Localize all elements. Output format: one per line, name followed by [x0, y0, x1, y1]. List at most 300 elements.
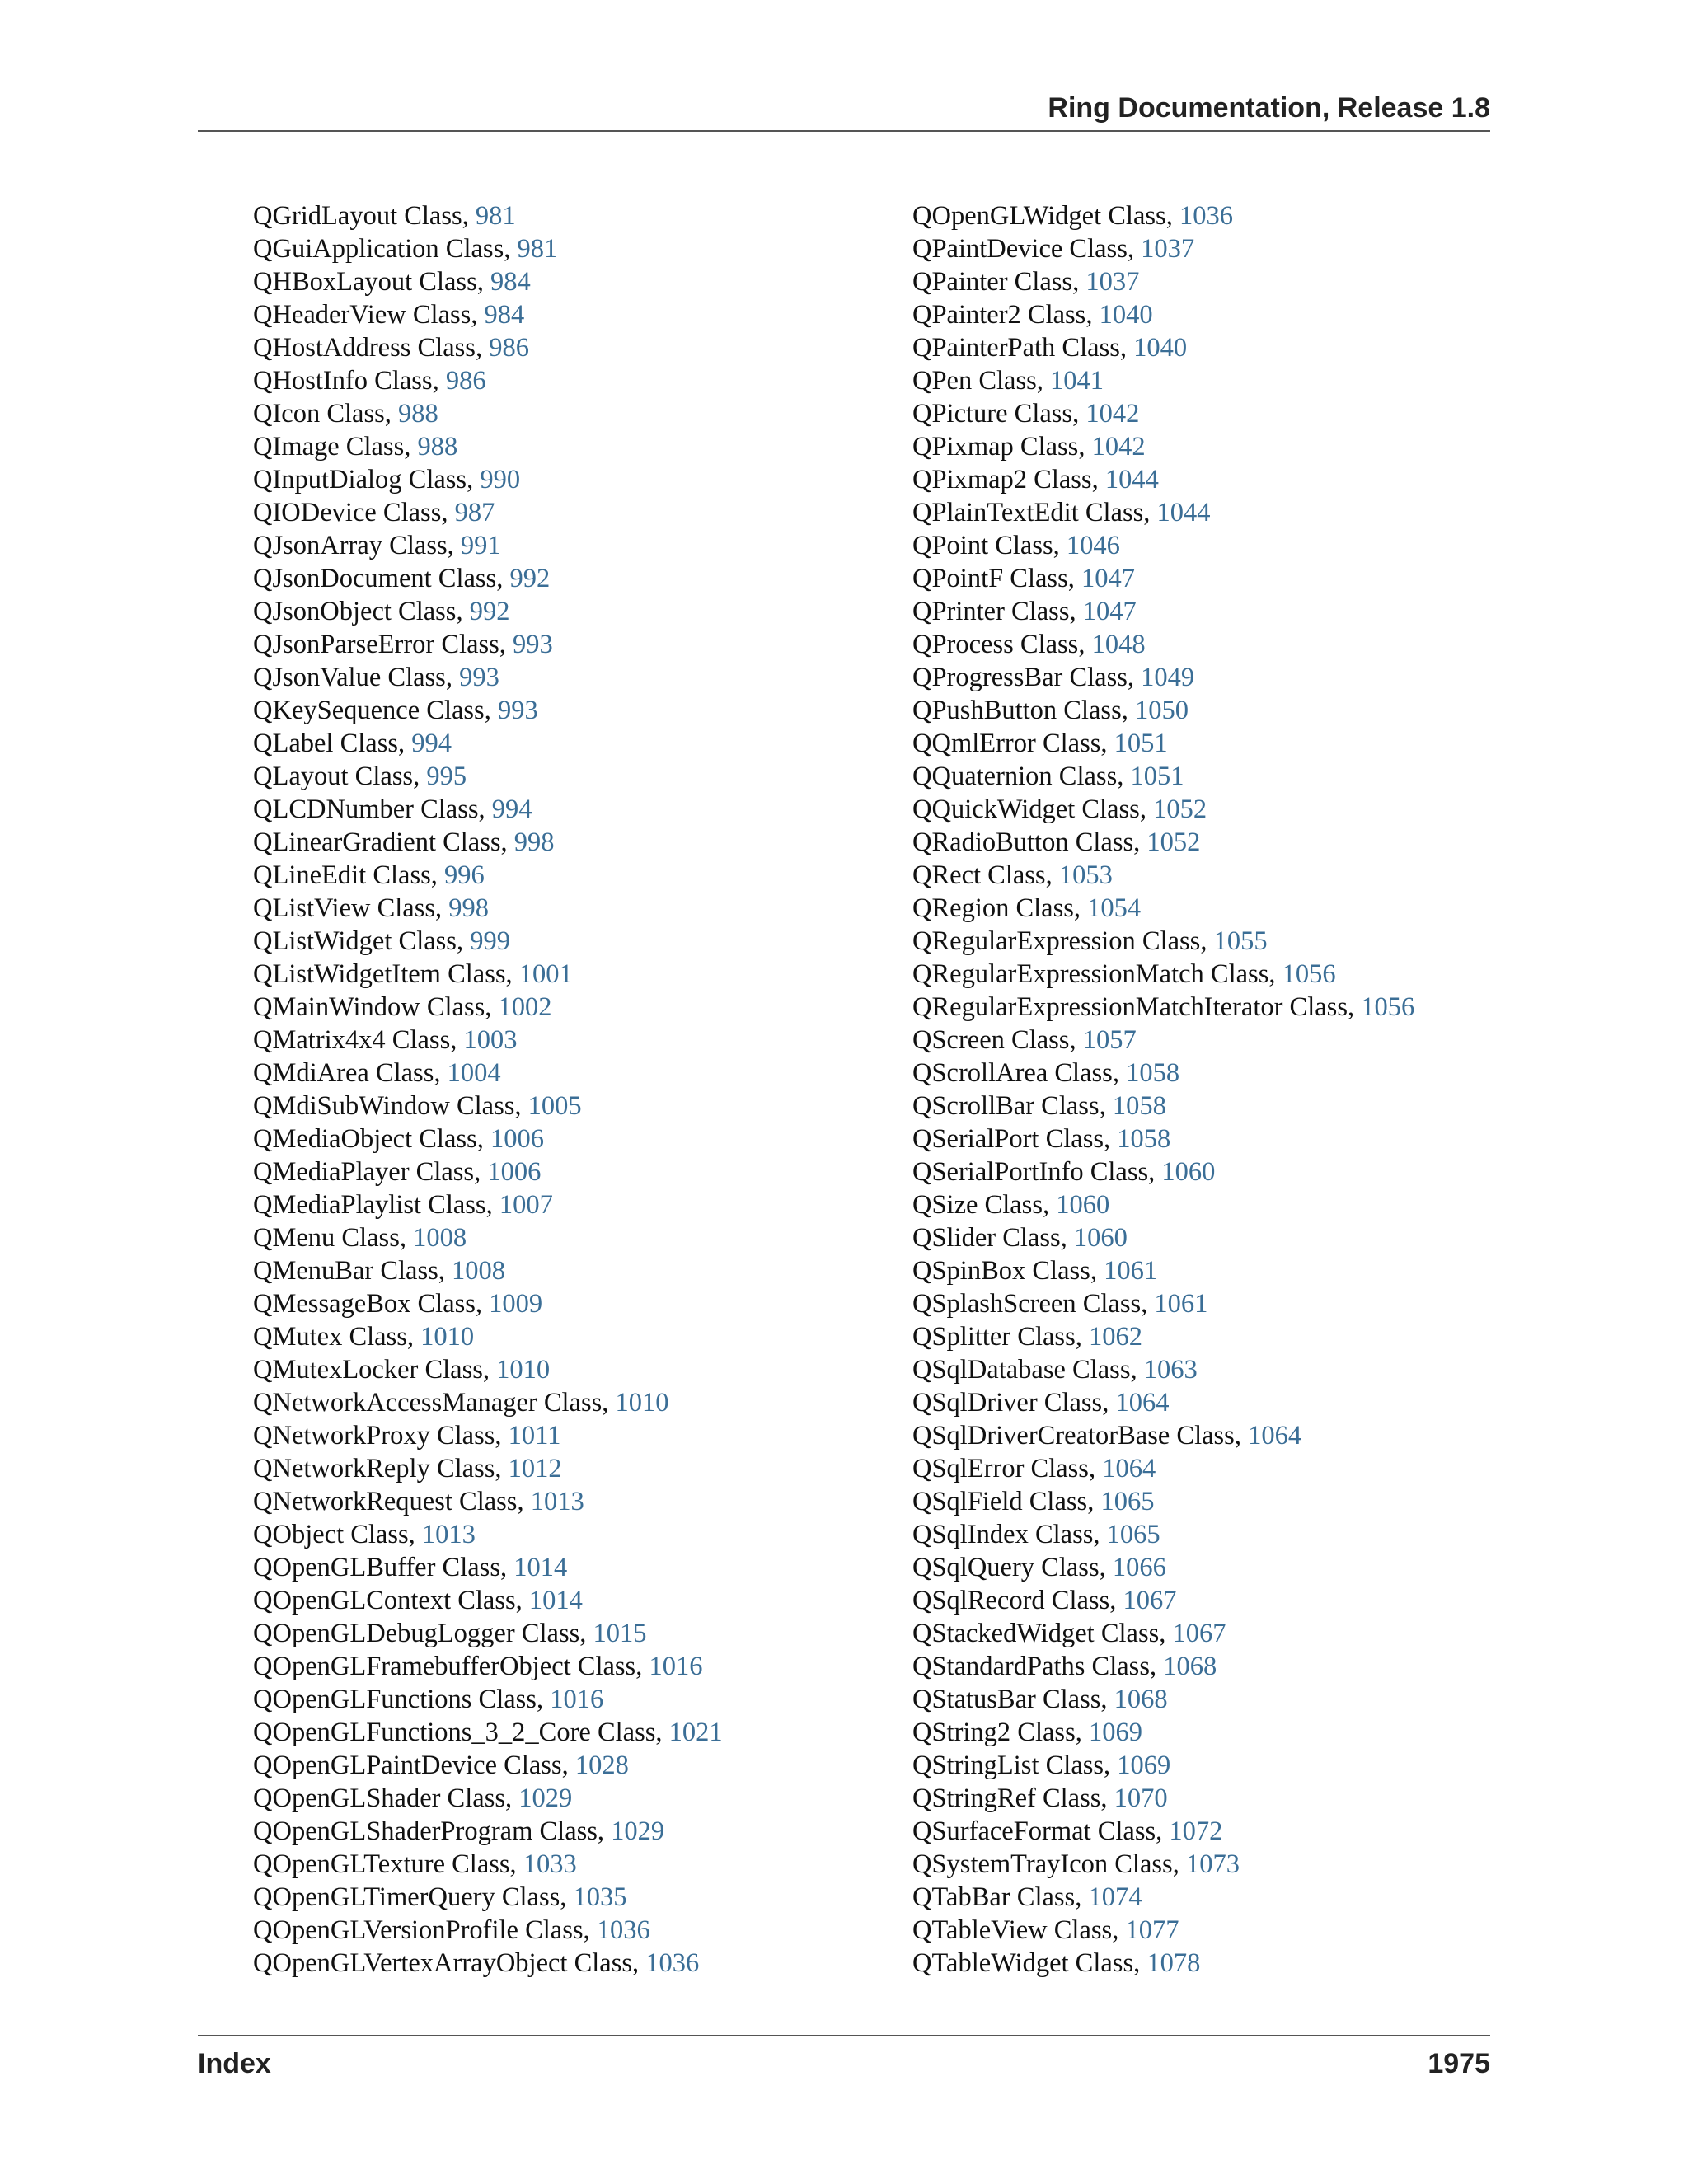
index-entry-page-link[interactable]: 1042 — [1085, 399, 1140, 429]
index-entry: QString2 Class, 1069 — [912, 1718, 1142, 1747]
index-entry: QHostInfo Class, 986 — [253, 366, 486, 396]
index-entry-name: QHeaderView Class — [253, 300, 471, 330]
index-entry-name: QProgressBar Class — [912, 663, 1128, 692]
index-entry: QLinearGradient Class, 998 — [253, 827, 555, 857]
index-entry-name: QMenuBar Class — [253, 1256, 438, 1286]
index-entry-name: QHBoxLayout Class — [253, 267, 477, 297]
index-entry-page-link[interactable]: 1065 — [1100, 1487, 1155, 1516]
footer-page-number: 1975 — [1428, 2048, 1490, 2079]
index-entry: QOpenGLPaintDevice Class, 1028 — [253, 1750, 629, 1780]
index-entry-page-link[interactable]: 1063 — [1143, 1355, 1198, 1385]
index-entry-name: QLCDNumber Class — [253, 794, 479, 824]
index-entry-page-link[interactable]: 1036 — [1179, 201, 1233, 231]
index-entry-name: QMatrix4x4 Class — [253, 1025, 451, 1055]
index-entry: QNetworkReply Class, 1012 — [253, 1454, 562, 1483]
index-entry-page-link[interactable]: 1036 — [596, 1915, 650, 1945]
index-entry-page-link[interactable]: 1046 — [1066, 531, 1120, 560]
index-entry-name: QGridLayout Class — [253, 201, 462, 231]
index-entry-name: QSlider Class — [912, 1223, 1061, 1253]
index-entry: QPicture Class, 1042 — [912, 399, 1140, 429]
index-entry: QListView Class, 998 — [253, 893, 490, 923]
index-entry-page-link[interactable]: 1011 — [508, 1421, 561, 1451]
index-entry-name: QRegularExpressionMatch Class — [912, 959, 1269, 989]
index-entry: QJsonArray Class, 991 — [253, 531, 501, 560]
index-entry-page-link[interactable]: 1003 — [463, 1025, 518, 1055]
index-entry-name: QScreen Class — [912, 1025, 1070, 1055]
index-entry-name: QObject Class — [253, 1520, 409, 1549]
index-entry-name: QSerialPort Class — [912, 1124, 1104, 1154]
index-entry-page-link[interactable]: 992 — [469, 597, 510, 626]
index-entry: QKeySequence Class, 993 — [253, 696, 538, 725]
index-entry: QRegularExpression Class, 1055 — [912, 926, 1268, 956]
index-entry-name: QString2 Class — [912, 1718, 1076, 1747]
index-entry: QSerialPort Class, 1058 — [912, 1124, 1171, 1154]
index-entry-page-link[interactable]: 1016 — [550, 1685, 604, 1714]
index-entry-page-link[interactable]: 1067 — [1123, 1586, 1177, 1615]
index-entry: QPainter2 Class, 1040 — [912, 300, 1153, 330]
index-entry-page-link[interactable]: 1010 — [420, 1322, 475, 1352]
index-entry-page-link[interactable]: 1064 — [1102, 1454, 1156, 1483]
index-entry-page-link[interactable]: 1066 — [1112, 1553, 1166, 1582]
index-entry-name: QRegularExpressionMatchIterator Class — [912, 992, 1348, 1022]
index-entry-page-link[interactable]: 988 — [398, 399, 438, 429]
index-entry-page-link[interactable]: 1060 — [1073, 1223, 1128, 1253]
index-entry-page-link[interactable]: 1068 — [1163, 1652, 1217, 1681]
index-entry: QRegularExpressionMatch Class, 1056 — [912, 959, 1336, 989]
index-entry: QJsonObject Class, 992 — [253, 597, 510, 626]
index-entry: QMdiSubWindow Class, 1005 — [253, 1091, 582, 1121]
index-entry-name: QMutex Class — [253, 1322, 407, 1352]
index-entry: QStackedWidget Class, 1067 — [912, 1619, 1226, 1648]
index-entry: QGridLayout Class, 981 — [253, 201, 516, 231]
index-entry-page-link[interactable]: 992 — [509, 564, 551, 593]
index-entry-page-link[interactable]: 1072 — [1169, 1816, 1223, 1846]
index-entry-name: QSerialPortInfo Class — [912, 1157, 1149, 1187]
index-entry-name: QStackedWidget Class — [912, 1619, 1160, 1648]
index-entry-page-link[interactable]: 1036 — [645, 1948, 700, 1978]
index-entry: QSlider Class, 1060 — [912, 1223, 1128, 1253]
index-entry: QIcon Class, 988 — [253, 399, 438, 429]
footer-rule — [198, 2035, 1490, 2036]
index-entry-page-link[interactable]: 994 — [411, 729, 452, 758]
index-entry-name: QGuiApplication Class — [253, 234, 504, 264]
index-entry-name: QPicture Class — [912, 399, 1073, 429]
index-entry-page-link[interactable]: 1060 — [1056, 1190, 1110, 1220]
index-entry: QSize Class, 1060 — [912, 1190, 1110, 1220]
index-entry-name: QRect Class — [912, 860, 1046, 890]
index-entry-page-link[interactable]: 998 — [448, 893, 490, 923]
index-entry: QMutex Class, 1010 — [253, 1322, 475, 1352]
index-entry-page-link[interactable]: 996 — [444, 860, 485, 890]
index-entry-page-link[interactable]: 1069 — [1117, 1750, 1171, 1780]
index-entry-page-link[interactable]: 1002 — [498, 992, 552, 1022]
index-entry-page-link[interactable]: 1068 — [1114, 1685, 1168, 1714]
index-entry: QImage Class, 988 — [253, 432, 458, 462]
index-entry-name: QListWidgetItem Class — [253, 959, 506, 989]
index-entry: QOpenGLContext Class, 1014 — [253, 1586, 583, 1615]
index-entry: QJsonParseError Class, 993 — [253, 630, 553, 659]
index-entry-name: QPen Class — [912, 366, 1037, 396]
index-entry-name: QIODevice Class — [253, 498, 442, 527]
index-entry: QLineEdit Class, 996 — [253, 860, 485, 890]
index-entry-page-link[interactable]: 1047 — [1081, 564, 1135, 593]
index-entry: QOpenGLFunctions_3_2_Core Class, 1021 — [253, 1718, 723, 1747]
index-entry-name: QJsonArray Class — [253, 531, 448, 560]
index-entry-page-link[interactable]: 1070 — [1114, 1783, 1168, 1813]
index-entry-name: QMessageBox Class — [253, 1289, 476, 1319]
index-entry-page-link[interactable]: 1067 — [1172, 1619, 1226, 1648]
index-entry: QPixmap Class, 1042 — [912, 432, 1146, 462]
index-entry-name: QListWidget Class — [253, 926, 457, 956]
index-entry: QJsonDocument Class, 992 — [253, 564, 551, 593]
index-entry-name: QJsonDocument Class — [253, 564, 497, 593]
index-entry-name: QOpenGLFunctions_3_2_Core Class — [253, 1718, 656, 1747]
index-entry: QMutexLocker Class, 1010 — [253, 1355, 551, 1385]
index-entry-name: QSqlError Class — [912, 1454, 1089, 1483]
index-entry-name: QOpenGLTimerQuery Class — [253, 1882, 560, 1912]
index-entry: QSqlField Class, 1065 — [912, 1487, 1155, 1516]
index-entry-page-link[interactable]: 1060 — [1161, 1157, 1216, 1187]
index-entry: QStringRef Class, 1070 — [912, 1783, 1168, 1813]
index-entry-name: QOpenGLFunctions Class — [253, 1685, 537, 1714]
index-entry: QOpenGLBuffer Class, 1014 — [253, 1553, 568, 1582]
index-entry-name: QOpenGLVersionProfile Class — [253, 1915, 584, 1945]
index-entry-page-link[interactable]: 987 — [454, 498, 495, 527]
index-entry-page-link[interactable]: 990 — [480, 465, 521, 494]
index-entry: QProgressBar Class, 1049 — [912, 663, 1195, 692]
index-entry-name: QNetworkReply Class — [253, 1454, 495, 1483]
index-entry-page-link[interactable]: 1013 — [530, 1487, 584, 1516]
index-entry-name: QPainterPath Class — [912, 333, 1120, 363]
index-entry: QSqlQuery Class, 1066 — [912, 1553, 1166, 1582]
index-entry-page-link[interactable]: 1035 — [573, 1882, 627, 1912]
index-entry-name: QRegion Class — [912, 893, 1074, 923]
index-entry-page-link[interactable]: 1049 — [1141, 663, 1195, 692]
index-entry-name: QOpenGLVertexArrayObject Class — [253, 1948, 632, 1978]
index-entry: QStringList Class, 1069 — [912, 1750, 1171, 1780]
index-entry: QSqlIndex Class, 1065 — [912, 1520, 1160, 1549]
index-entry-page-link[interactable]: 1028 — [574, 1750, 629, 1780]
index-entry-page-link[interactable]: 991 — [460, 531, 501, 560]
index-entry-name: QOpenGLDebugLogger Class — [253, 1619, 580, 1648]
index-entry: QMdiArea Class, 1004 — [253, 1058, 501, 1088]
index-entry-name: QRegularExpression Class — [912, 926, 1201, 956]
index-entry-name: QSpinBox Class — [912, 1256, 1090, 1286]
index-entry: QHBoxLayout Class, 984 — [253, 267, 531, 297]
index-entry-name: QInputDialog Class — [253, 465, 467, 494]
index-entry: QNetworkAccessManager Class, 1010 — [253, 1388, 669, 1418]
index-entry: QPlainTextEdit Class, 1044 — [912, 498, 1211, 527]
index-entry-name: QOpenGLFramebufferObject Class — [253, 1652, 636, 1681]
index-entry: QSurfaceFormat Class, 1072 — [912, 1816, 1223, 1846]
index-entry: QProcess Class, 1048 — [912, 630, 1146, 659]
index-entry-page-link[interactable]: 1061 — [1154, 1289, 1208, 1319]
index-entry-name: QNetworkAccessManager Class — [253, 1388, 603, 1418]
index-entry: QSqlDriver Class, 1064 — [912, 1388, 1170, 1418]
index-entry: QPoint Class, 1046 — [912, 531, 1120, 560]
index-entry-name: QStatusBar Class — [912, 1685, 1101, 1714]
index-entry-name: QPaintDevice Class — [912, 234, 1128, 264]
index-entry-name: QOpenGLWidget Class — [912, 201, 1166, 231]
index-entry: QScrollArea Class, 1058 — [912, 1058, 1180, 1088]
index-entry: QMediaPlaylist Class, 1007 — [253, 1190, 553, 1220]
index-entry-page-link[interactable]: 1042 — [1091, 432, 1146, 462]
index-entry-page-link[interactable]: 986 — [489, 333, 529, 363]
index-entry: QStatusBar Class, 1068 — [912, 1685, 1168, 1714]
index-entry-page-link[interactable]: 1058 — [1117, 1124, 1171, 1154]
index-entry-name: QQuaternion Class — [912, 762, 1118, 791]
index-entry-name: QPointF Class — [912, 564, 1068, 593]
index-entry-page-link[interactable]: 1055 — [1213, 926, 1268, 956]
index-entry: QOpenGLShader Class, 1029 — [253, 1783, 573, 1813]
index-entry: QQmlError Class, 1051 — [912, 729, 1168, 758]
index-entry-name: QSqlDriver Class — [912, 1388, 1103, 1418]
index-entry-page-link[interactable]: 986 — [445, 366, 486, 396]
index-entry-page-link[interactable]: 1062 — [1088, 1322, 1142, 1352]
index-entry-name: QMediaPlayer Class — [253, 1157, 475, 1187]
index-entry-page-link[interactable]: 1041 — [1050, 366, 1104, 396]
index-entry-page-link[interactable]: 1077 — [1125, 1915, 1179, 1945]
index-entry: QOpenGLShaderProgram Class, 1029 — [253, 1816, 665, 1846]
index-entry-page-link[interactable]: 1050 — [1134, 696, 1189, 725]
index-entry: QMenu Class, 1008 — [253, 1223, 467, 1253]
index-entry: QRegion Class, 1054 — [912, 893, 1142, 923]
index-entry-name: QMainWindow Class — [253, 992, 485, 1022]
index-entry-page-link[interactable]: 1065 — [1106, 1520, 1160, 1549]
index-entry: QPaintDevice Class, 1037 — [912, 234, 1195, 264]
index-entry-name: QSqlQuery Class — [912, 1553, 1100, 1582]
index-entry-page-link[interactable]: 1073 — [1185, 1849, 1240, 1879]
index-entry: QOpenGLVertexArrayObject Class, 1036 — [253, 1948, 700, 1978]
index-entry-name: QTabBar Class — [912, 1882, 1076, 1912]
index-entry: QListWidget Class, 999 — [253, 926, 510, 956]
index-entry: QPen Class, 1041 — [912, 366, 1104, 396]
index-entry: QOpenGLVersionProfile Class, 1036 — [253, 1915, 650, 1945]
index-entry: QMediaPlayer Class, 1006 — [253, 1157, 542, 1187]
index-entry-name: QScrollBar Class — [912, 1091, 1100, 1121]
index-entry: QSqlRecord Class, 1067 — [912, 1586, 1177, 1615]
index-entry-page-link[interactable]: 1008 — [452, 1256, 506, 1286]
index-entry: QOpenGLTimerQuery Class, 1035 — [253, 1882, 627, 1912]
index-entry-page-link[interactable]: 993 — [459, 663, 499, 692]
index-entry: QQuickWidget Class, 1052 — [912, 794, 1207, 824]
index-entry-page-link[interactable]: 1015 — [593, 1619, 647, 1648]
index-entry-name: QRadioButton Class — [912, 827, 1134, 857]
index-entry-page-link[interactable]: 1064 — [1248, 1421, 1302, 1451]
index-entry-name: QPixmap2 Class — [912, 465, 1092, 494]
index-entry-name: QPoint Class — [912, 531, 1053, 560]
index-entry-name: QJsonValue Class — [253, 663, 446, 692]
index-entry-name: QSqlIndex Class — [912, 1520, 1094, 1549]
index-entry-page-link[interactable]: 1014 — [513, 1553, 568, 1582]
index-entry-page-link[interactable]: 1014 — [528, 1586, 583, 1615]
index-entry-name: QProcess Class — [912, 630, 1079, 659]
index-entry-page-link[interactable]: 1044 — [1156, 498, 1211, 527]
index-entry-name: QIcon Class — [253, 399, 385, 429]
index-entry-page-link[interactable]: 999 — [470, 926, 510, 956]
index-entry-page-link[interactable]: 1010 — [615, 1388, 669, 1418]
index-entry-page-link[interactable]: 1006 — [487, 1157, 542, 1187]
index-entry: QMatrix4x4 Class, 1003 — [253, 1025, 518, 1055]
index-entry: QObject Class, 1013 — [253, 1520, 476, 1549]
index-entry: QHeaderView Class, 984 — [253, 300, 525, 330]
index-entry: QPrinter Class, 1047 — [912, 597, 1137, 626]
index-entry: QSqlDatabase Class, 1063 — [912, 1355, 1198, 1385]
index-entry: QPainterPath Class, 1040 — [912, 333, 1188, 363]
index-entry-name: QQuickWidget Class — [912, 794, 1140, 824]
index-entry-name: QListView Class — [253, 893, 436, 923]
index-entry: QIODevice Class, 987 — [253, 498, 495, 527]
index-entry-page-link[interactable]: 981 — [475, 201, 516, 231]
index-entry-name: QSplitter Class — [912, 1322, 1076, 1352]
index-entry-page-link[interactable]: 1029 — [611, 1816, 665, 1846]
index-entry-name: QNetworkRequest Class — [253, 1487, 518, 1516]
index-entry-page-link[interactable]: 1007 — [499, 1190, 553, 1220]
index-entry-page-link[interactable]: 1008 — [413, 1223, 467, 1253]
index-entry-name: QLayout Class — [253, 762, 414, 791]
index-entry-page-link[interactable]: 1010 — [496, 1355, 551, 1385]
index-entry-name: QMenu Class — [253, 1223, 400, 1253]
index-entry: QScrollBar Class, 1058 — [912, 1091, 1166, 1121]
index-entry-page-link[interactable]: 981 — [517, 234, 558, 264]
index-entry-page-link[interactable]: 1061 — [1104, 1256, 1158, 1286]
index-entry: QRect Class, 1053 — [912, 860, 1113, 890]
index-entry-page-link[interactable]: 1037 — [1141, 234, 1195, 264]
index-entry: QTableView Class, 1077 — [912, 1915, 1179, 1945]
index-entry-page-link[interactable]: 993 — [513, 630, 553, 659]
index-entry-page-link[interactable]: 1056 — [1361, 992, 1415, 1022]
index-entry-name: QPixmap Class — [912, 432, 1079, 462]
index-entry-page-link[interactable]: 1047 — [1082, 597, 1137, 626]
index-entry-page-link[interactable]: 1057 — [1082, 1025, 1137, 1055]
index-entry-page-link[interactable]: 993 — [497, 696, 538, 725]
index-entry: QSerialPortInfo Class, 1060 — [912, 1157, 1216, 1187]
index-entry-page-link[interactable]: 1064 — [1115, 1388, 1170, 1418]
index-entry-name: QHostInfo Class — [253, 366, 433, 396]
index-entry-name: QOpenGLContext Class — [253, 1586, 516, 1615]
index-entry-page-link[interactable]: 1056 — [1282, 959, 1336, 989]
index-entry-page-link[interactable]: 1051 — [1114, 729, 1168, 758]
index-entry-name: QQmlError Class — [912, 729, 1101, 758]
index-entry-page-link[interactable]: 1048 — [1091, 630, 1146, 659]
index-entry-page-link[interactable]: 1051 — [1130, 762, 1184, 791]
index-entry-page-link[interactable]: 984 — [484, 300, 525, 330]
index-entry-name: QLinearGradient Class — [253, 827, 501, 857]
index-entry-page-link[interactable]: 1021 — [668, 1718, 723, 1747]
index-entry-name: QSqlDatabase Class — [912, 1355, 1131, 1385]
index-entry-page-link[interactable]: 1052 — [1153, 794, 1207, 824]
index-entry-page-link[interactable]: 1044 — [1104, 465, 1159, 494]
index-entry: QGuiApplication Class, 981 — [253, 234, 558, 264]
index-entry-page-link[interactable]: 1040 — [1099, 300, 1153, 330]
index-entry: QRegularExpressionMatchIterator Class, 1056 — [912, 992, 1415, 1022]
index-entry-page-link[interactable]: 1004 — [447, 1058, 501, 1088]
index-entry-page-link[interactable]: 984 — [490, 267, 531, 297]
index-entry-name: QLabel Class — [253, 729, 399, 758]
index-entry-name: QMdiSubWindow Class — [253, 1091, 515, 1121]
index-entry-page-link[interactable]: 1040 — [1133, 333, 1188, 363]
index-entry: QPointF Class, 1047 — [912, 564, 1135, 593]
footer-section: Index — [198, 2048, 271, 2079]
index-entry-page-link[interactable]: 1037 — [1085, 267, 1140, 297]
index-entry: QSystemTrayIcon Class, 1073 — [912, 1849, 1240, 1879]
index-entry: QSplashScreen Class, 1061 — [912, 1289, 1208, 1319]
index-entry-name: QTableView Class — [912, 1915, 1113, 1945]
index-entry-page-link[interactable]: 1013 — [421, 1520, 476, 1549]
index-entry-page-link[interactable]: 1005 — [528, 1091, 582, 1121]
index-entry-page-link[interactable]: 1069 — [1088, 1718, 1142, 1747]
index-entry-name: QStandardPaths Class — [912, 1652, 1150, 1681]
index-entry-page-link[interactable]: 1009 — [489, 1289, 543, 1319]
index-entry-name: QOpenGLPaintDevice Class — [253, 1750, 562, 1780]
index-entry-name: QHostAddress Class — [253, 333, 476, 363]
index-entry: QOpenGLTexture Class, 1033 — [253, 1849, 577, 1879]
index-entry-name: QSqlField Class — [912, 1487, 1088, 1516]
index-entry-name: QMutexLocker Class — [253, 1355, 483, 1385]
index-entry-page-link[interactable]: 1053 — [1058, 860, 1113, 890]
index-entry-name: QMdiArea Class — [253, 1058, 434, 1088]
index-entry-name: QOpenGLShader Class — [253, 1783, 505, 1813]
index-entry-name: QStringRef Class — [912, 1783, 1101, 1813]
index-entry-name: QPushButton Class — [912, 696, 1122, 725]
index-entry: QMenuBar Class, 1008 — [253, 1256, 506, 1286]
index-entry: QSqlDriverCreatorBase Class, 1064 — [912, 1421, 1302, 1451]
index-entry-page-link[interactable]: 1054 — [1087, 893, 1142, 923]
index-entry-page-link[interactable]: 1029 — [518, 1783, 573, 1813]
index-entry: QLCDNumber Class, 994 — [253, 794, 532, 824]
index-column-left — [253, 199, 723, 1980]
index-entry-name: QKeySequence Class — [253, 696, 485, 725]
index-entry: QMessageBox Class, 1009 — [253, 1289, 543, 1319]
index-entry-page-link[interactable]: 1033 — [523, 1849, 577, 1879]
index-entry-name: QMediaObject Class — [253, 1124, 477, 1154]
index-entry: QListWidgetItem Class, 1001 — [253, 959, 573, 989]
index-entry-page-link[interactable]: 1052 — [1146, 827, 1201, 857]
index-entry-page-link[interactable]: 998 — [513, 827, 555, 857]
index-entry-page-link[interactable]: 1058 — [1126, 1058, 1180, 1088]
index-entry-name: QNetworkProxy Class — [253, 1421, 495, 1451]
index-entry-name: QSurfaceFormat Class — [912, 1816, 1156, 1846]
index-entry: QSpinBox Class, 1061 — [912, 1256, 1158, 1286]
index-entry-page-link[interactable]: 1058 — [1112, 1091, 1166, 1121]
index-entry: QQuaternion Class, 1051 — [912, 762, 1184, 791]
index-entry: QTableWidget Class, 1078 — [912, 1948, 1201, 1978]
index-entry-name: QMediaPlaylist Class — [253, 1190, 486, 1220]
index-entry-page-link[interactable]: 1016 — [649, 1652, 703, 1681]
index-entry: QLayout Class, 995 — [253, 762, 467, 791]
index-entry-name: QSqlDriverCreatorBase Class — [912, 1421, 1235, 1451]
index-entry-page-link[interactable]: 988 — [417, 432, 458, 462]
index-entry-page-link[interactable]: 1078 — [1146, 1948, 1201, 1978]
index-entry-name: QJsonParseError Class — [253, 630, 499, 659]
index-entry: QHostAddress Class, 986 — [253, 333, 529, 363]
index-entry-page-link[interactable]: 994 — [491, 794, 532, 824]
index-entry-name: QPrinter Class — [912, 597, 1070, 626]
index-entry-name: QPainter Class — [912, 267, 1073, 297]
index-entry: QRadioButton Class, 1052 — [912, 827, 1201, 857]
index-entry: QSplitter Class, 1062 — [912, 1322, 1142, 1352]
index-entry-page-link[interactable]: 1074 — [1088, 1882, 1142, 1912]
index-entry-name: QPlainTextEdit Class — [912, 498, 1144, 527]
index-entry-name: QTableWidget Class — [912, 1948, 1134, 1978]
index-entry-page-link[interactable]: 1012 — [508, 1454, 562, 1483]
index-entry: QOpenGLFunctions Class, 1016 — [253, 1685, 604, 1714]
index-entry-name: QOpenGLBuffer Class — [253, 1553, 500, 1582]
index-entry-name: QLineEdit Class — [253, 860, 431, 890]
index-entry-page-link[interactable]: 1006 — [490, 1124, 544, 1154]
index-entry-page-link[interactable]: 1001 — [518, 959, 573, 989]
index-entry-page-link[interactable]: 995 — [426, 762, 467, 791]
